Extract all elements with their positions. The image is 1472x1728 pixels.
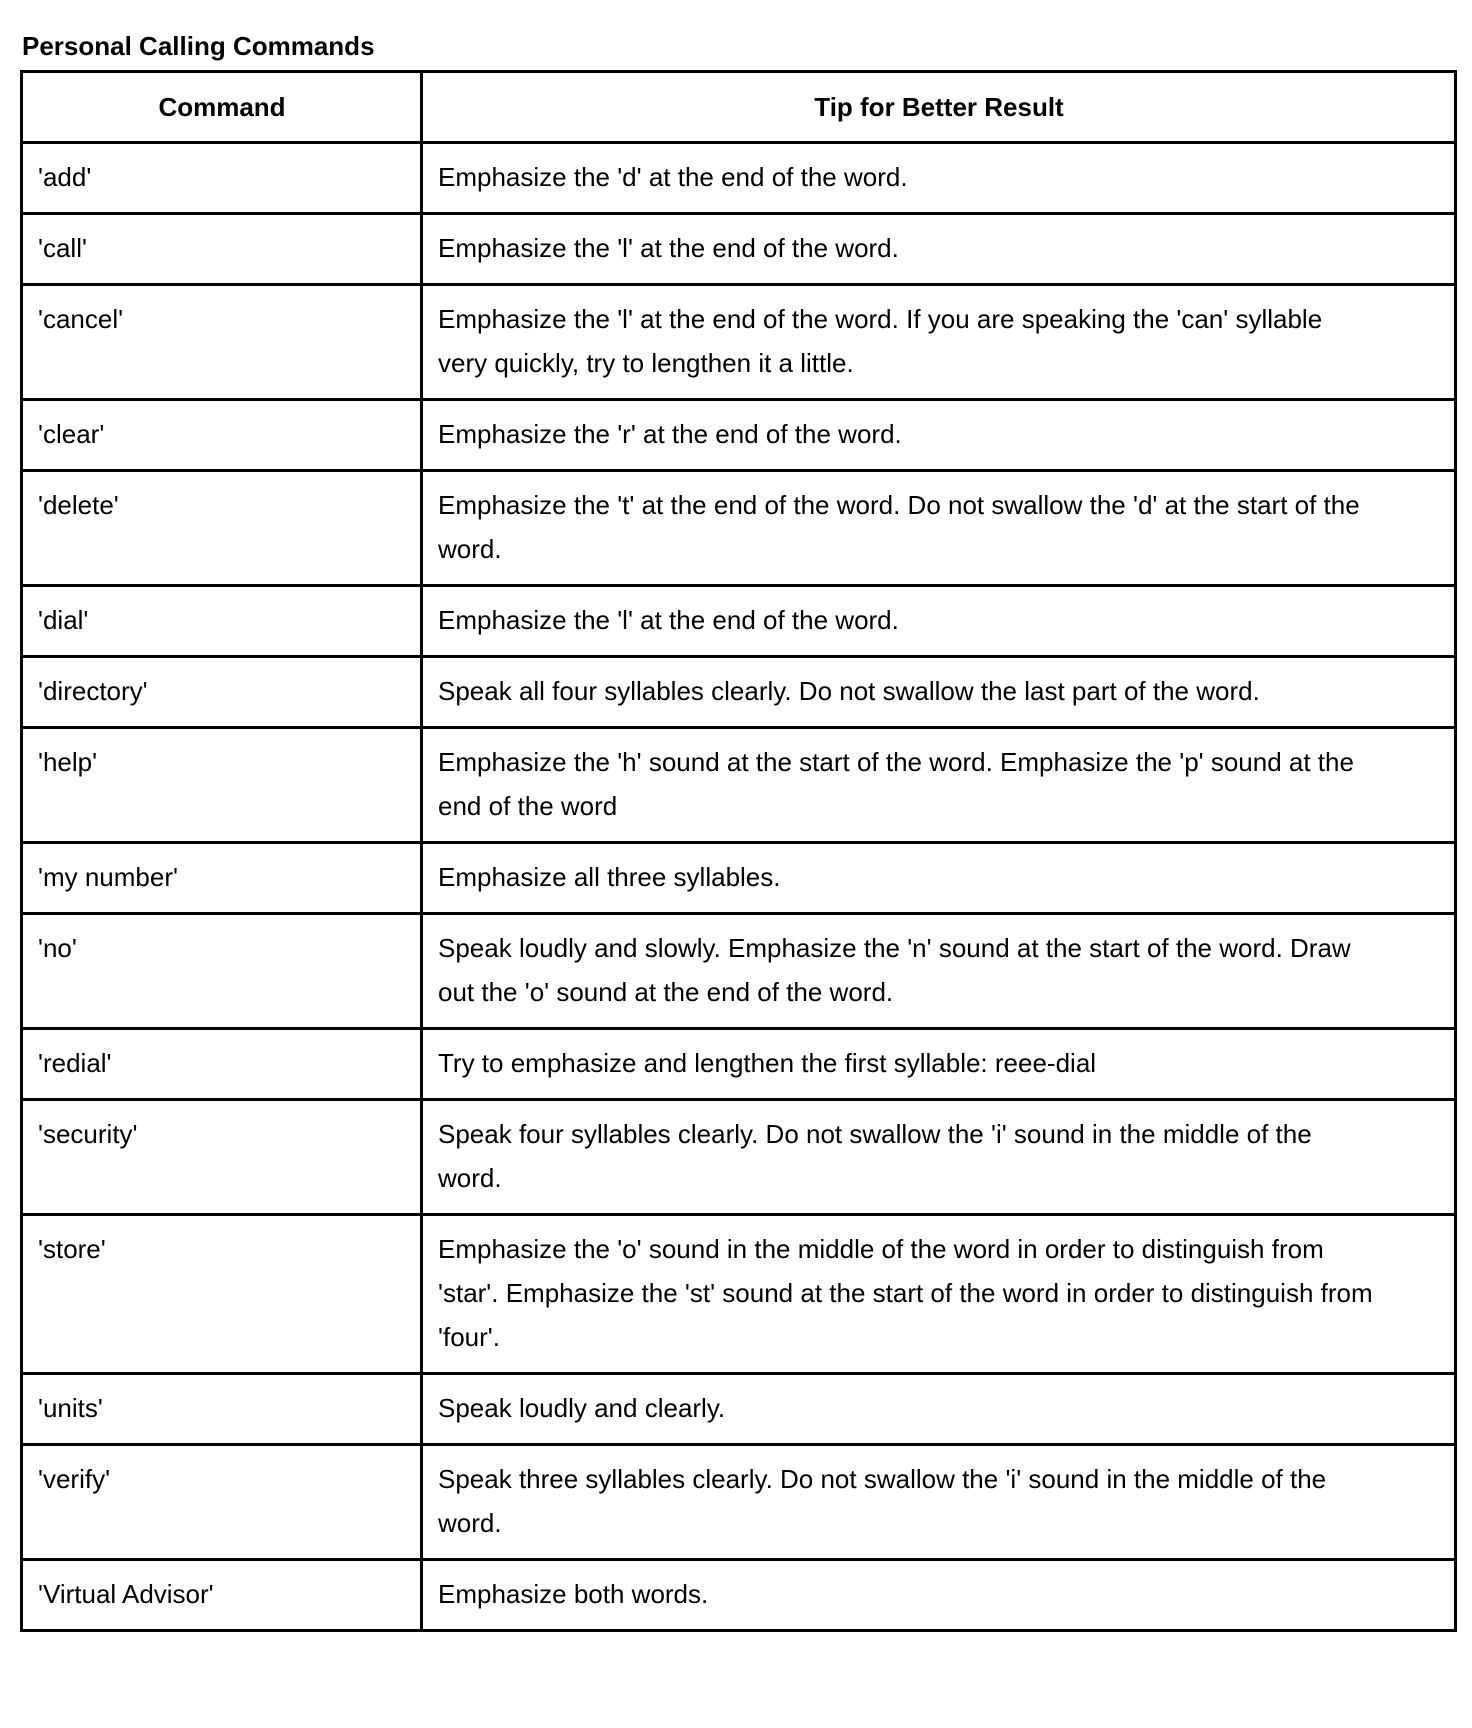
tip-cell: Speak loudly and clearly. [422,1374,1456,1445]
table-row [22,1029,1456,1100]
tip-cell: Speak four syllables clearly. Do not swallow the 'i' sound in the middle of the word. [422,1100,1456,1215]
table-row [22,285,1456,400]
table-row [22,1560,1456,1631]
tip-cell: Emphasize all three syllables. [422,843,1456,914]
table-row [22,1100,1456,1215]
tip-cell: Emphasize the 'l' at the end of the word. [422,586,1456,657]
tip-cell: Emphasize the 'l' at the end of the word. [422,214,1456,285]
command-cell: 'dial' [22,586,422,657]
command-cell: 'verify' [22,1445,422,1560]
table-row [22,471,1456,586]
page-title: Personal Calling Commands [22,31,375,61]
command-cell: 'clear' [22,400,422,471]
command-cell: 'cancel' [22,285,422,400]
command-cell: 'security' [22,1100,422,1215]
table-row [22,1445,1456,1560]
table-row [22,914,1456,1029]
table-row [22,843,1456,914]
table-row [22,400,1456,471]
command-cell: 'redial' [22,1029,422,1100]
table-row [22,143,1456,214]
table-row [22,1215,1456,1374]
command-cell: 'help' [22,728,422,843]
commands-table [20,70,1457,1632]
tip-cell: Emphasize both words. [422,1560,1456,1631]
command-cell: 'no' [22,914,422,1029]
tip-cell: Emphasize the 'r' at the end of the word. [422,400,1456,471]
table-row [22,728,1456,843]
command-cell: 'Virtual Advisor' [22,1560,422,1631]
table-header-row [22,72,1456,143]
tip-cell: Speak three syllables clearly. Do not swallow the 'i' sound in the middle of the word. [422,1445,1456,1560]
tip-cell: Try to emphasize and lengthen the first syllable: reee-dial [422,1029,1456,1100]
command-cell: 'store' [22,1215,422,1374]
table-row [22,214,1456,285]
command-cell: 'units' [22,1374,422,1445]
table-row [22,1374,1456,1445]
command-cell: 'add' [22,143,422,214]
tip-cell: Emphasize the 'l' at the end of the word. If you are speaking the 'can' syllable very quickly, try to lengthen it a little. [422,285,1456,400]
table-row [22,586,1456,657]
tip-cell: Speak all four syllables clearly. Do not swallow the last part of the word. [422,657,1456,728]
command-cell: 'call' [22,214,422,285]
command-cell: 'my number' [22,843,422,914]
command-cell: 'delete' [22,471,422,586]
tip-cell: Emphasize the 'h' sound at the start of the word. Emphasize the 'p' sound at the end of the word [422,728,1456,843]
table-row [22,657,1456,728]
tip-cell: Emphasize the 't' at the end of the word. Do not swallow the 'd' at the start of the word. [422,471,1456,586]
command-cell: 'directory' [22,657,422,728]
tip-cell: Speak loudly and slowly. Emphasize the 'n' sound at the start of the word. Draw out the 'o' sound at the end of the word. [422,914,1456,1029]
column-header-command: Command [22,72,422,143]
tip-cell: Emphasize the 'o' sound in the middle of the word in order to distinguish from 'star'. Emphasize the 'st' sound at the start of the word in order to distinguish from 'four'. [422,1215,1456,1374]
tip-cell: Emphasize the 'd' at the end of the word. [422,143,1456,214]
column-header-tip: Tip for Better Result [422,72,1456,143]
